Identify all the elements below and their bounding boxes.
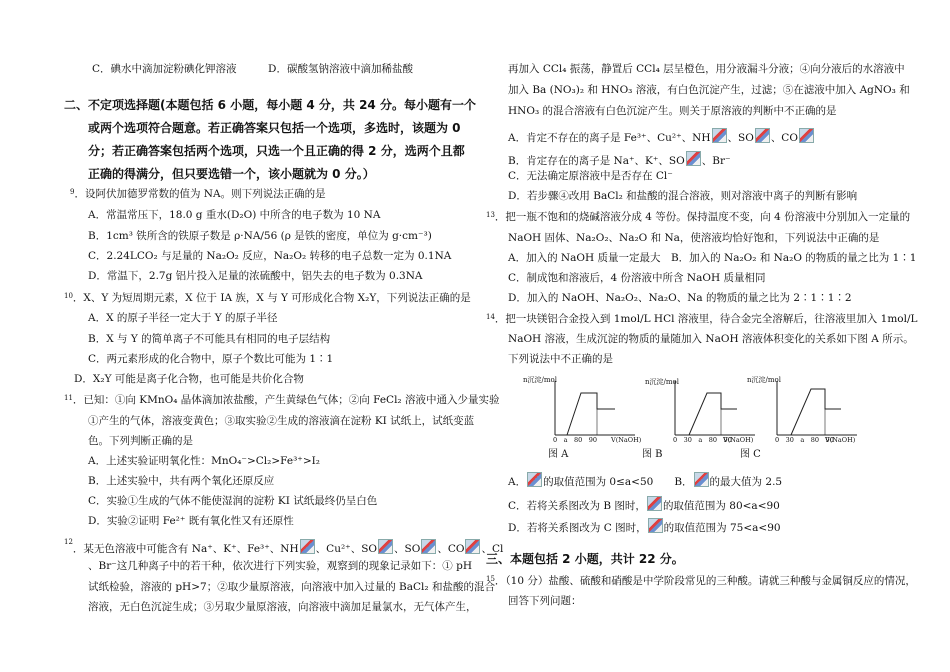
q15-stem-1 (486, 576, 916, 587)
q12-option-c: C．无法确定原溶液中是否存在 Cl⁻ (508, 170, 673, 182)
q14-c-text-1: C．若将关系图改为 B 图时， (508, 500, 646, 512)
q14-stem-3: 下列说法中不正确的是 (508, 353, 613, 365)
q12-b-text-2: 、Br⁻ (701, 155, 731, 167)
q14-option-c (508, 496, 780, 512)
q12-option-d: D．若步骤④改用 BaCl₂ 和盐酸的混合溶液，则对溶液中离子的判断有影响 (508, 190, 858, 202)
variable-image-icon (648, 518, 663, 533)
q10-option-b: B．X 与 Y 的简单离子不可能具有相同的电子层结构 (88, 333, 331, 345)
q14-a-text: 的取值范围为 0≤a<50 B． (543, 476, 693, 488)
section2-line3: 分；若正确答案包括两个选项，只选一个且正确的得 2 分，选两个且都 (88, 144, 465, 158)
q12-number: 12 (64, 538, 73, 546)
ion-image-icon (799, 128, 814, 143)
graph-b-ticks: 0 30 a 80 90 (673, 436, 732, 444)
graph-c (777, 381, 857, 435)
q13-option-d: D．加入的 NaOH、Na₂O₂、Na₂O、Na 的物质的量之比为 2∶1∶1∶2 (508, 292, 852, 304)
q13-stem-2: NaOH 固体、Na₂O₂、Na₂O 和 Na，使溶液均恰好饱和，下列说法中正确的是 (508, 232, 880, 244)
q12-cont-2: 加入 Ba (NO₃)₂ 和 HNO₃ 溶液，有白色沉淀产生，过滤；⑤在滤液中加入 AgNO₃ 和 (508, 84, 910, 96)
q11-stem-3: 色。下列判断正确的是 (88, 435, 193, 447)
graph-b (675, 381, 755, 435)
q12-text-1c: 、SO (394, 543, 421, 555)
q12-a-text-2: 、SO (727, 132, 754, 144)
q14-stem-2: NaOH 溶液，生成沉淀的物质的量随加入 NaOH 溶液体积变化的关系如下图 A 所示。 (508, 333, 914, 345)
q14-a-label: A． (508, 476, 527, 488)
q12-text-1e: 、Cl (481, 543, 504, 555)
graph-a-caption: 图 A (548, 449, 569, 460)
q14-graphs (515, 375, 860, 447)
q9-text: ．设阿伏加德罗常数的值为 NA。则下列说法正确的是 (74, 188, 326, 200)
ion-image-icon (755, 128, 770, 143)
q12-option-a (508, 128, 815, 144)
section2-line4: 正确的得满分，但只要选错一个，该小题就为 0 分。） (88, 167, 375, 181)
graph-c-caption: 图 C (740, 449, 761, 460)
variable-image-icon (694, 472, 709, 487)
section2-line1: 二、不定项选择题(本题包括 6 小题，每小题 4 分，共 24 分。每小题有一个 (64, 98, 476, 112)
q12-a-text-1: A．肯定不存在的离子是 Fe³⁺、Cu²⁺、NH (508, 132, 711, 144)
q11-option-a: A．上述实验证明氧化性：MnO₄⁻>Cl₂>Fe³⁺>I₂ (88, 455, 320, 467)
q11-number: 11 (64, 394, 73, 402)
q12-cont-1: 再加入 CCl₄ 振荡，静置后 CCl₄ 层呈橙色，用分液漏斗分液；④向分液后的水溶液中 (508, 63, 905, 75)
graph-a-ylabel: n沉淀/mol (523, 376, 557, 384)
graph-a-ticks: 0 a 80 90 (553, 436, 598, 444)
q14-d-text-1: D．若将关系图改为 C 图时， (508, 522, 647, 534)
q9-option-d: D．常温下，2.7g 铝片投入足量的浓硫酸中，铝失去的电子数为 0.3NA (88, 270, 423, 282)
graph-a-xlabel: V(NaOH) (611, 436, 642, 444)
q15-stem-2: 回答下列问题： (508, 595, 582, 607)
q14-c-text-2: 的取值范围为 80<a<90 (662, 500, 780, 512)
section3-title: 三、本题包括 2 小题，共计 22 分。 (486, 552, 684, 566)
q9-number: 9 (70, 188, 75, 196)
graph-b-xlabel: V(NaOH) (723, 436, 754, 444)
q12-a-text-3: 、CO (770, 132, 798, 144)
q13-text-1: ．把一瓶不饱和的烧碱溶液分成 4 等份。保持温度不变，向 4 份溶液中分别加入一定量的 (494, 211, 911, 223)
q10-stem (64, 293, 471, 304)
q10-option-a: A．X 的原子半径一定大于 Y 的原子半径 (88, 312, 278, 324)
q9-option-a: A．常温常压下，18.0 g 重水(D₂O) 中所含的电子数为 10 NA (88, 209, 381, 221)
q14-d-text-2: 的取值范围为 75<a<90 (663, 522, 781, 534)
q12-stem-2: 、Br⁻这几种离子中的若干种，依次进行下列实验，观察到的现象记录如下：① pH (88, 560, 472, 572)
ion-image-icon (686, 151, 701, 166)
q11-stem-2: ①产生的气体，溶液变黄色；③取实验②生成的溶液滴在淀粉 KI 试纸上，试纸变蓝 (88, 415, 475, 427)
q11-option-d: D．实验②证明 Fe²⁺ 既有氧化性又有还原性 (88, 515, 294, 527)
q11-option-b: B．上述实验中，共有两个氧化还原反应 (88, 475, 275, 487)
q14-number: 14 (486, 313, 495, 321)
graph-a (555, 381, 635, 435)
q13-stem-1 (486, 212, 910, 223)
q12-stem-1 (64, 539, 503, 555)
q9-stem (70, 189, 326, 200)
q9-option-b: B．1cm³ 铁所含的铁原子数是 ρ·NA/56 (ρ 是铁的密度，单位为 g·cm⁻³) (88, 230, 432, 242)
ion-image-icon (421, 539, 436, 554)
ion-image-icon (465, 539, 480, 554)
q15-text-1: ．（10 分）盐酸、硫酸和硝酸是中学阶段常见的三种酸。请就三种酸与金属铜反应的情况， (494, 575, 916, 587)
q12-text-1d: 、CO (437, 543, 465, 555)
q14-stem-1 (486, 314, 917, 325)
variable-image-icon (647, 496, 662, 511)
q12-stem-4: 溶液，无白色沉淀生成；③另取少量原溶液，向溶液中滴加足量氯水，无气体产生， (88, 601, 477, 613)
ion-image-icon (712, 128, 727, 143)
q14-text-1: ．把一块镁铝合金投入到 1mol/L HCl 溶液里，待合金完全溶解后，往溶液里加入 1mol/L (494, 313, 918, 325)
ion-image-icon (378, 539, 393, 554)
q14-b-text: 的最大值为 2.5 (709, 476, 783, 488)
q9-option-c: C．2.24LCO₂ 与足量的 Na₂O₂ 反应，Na₂O₂ 转移的电子总数一定为 0.1NA (88, 250, 452, 262)
q12-stem-3: 试纸检验，溶液的 pH>7；②取少量原溶液，向溶液中加入过量的 BaCl₂ 和盐酸的混合 (88, 581, 495, 593)
q11-text-1: ．已知：①向 KMnO₄ 晶体滴加浓盐酸，产生黄绿色气体；②向 FeCl₂ 溶液中通入少量实验 (72, 394, 500, 406)
ion-image-icon (300, 539, 315, 554)
q10-option-c: C．两元素形成的化合物中，原子个数比可能为 1∶1 (88, 353, 334, 365)
q15-number: 15 (486, 575, 495, 583)
variable-image-icon (527, 472, 542, 487)
graph-b-caption: 图 B (642, 449, 663, 460)
q12-option-b (508, 151, 731, 167)
q10-number: 10 (64, 292, 73, 300)
q10-text: ．X、Y 为短周期元素，X 位于 IA 族，X 与 Y 可形成化合物 X₂Y，下列说法正确的是 (72, 292, 471, 304)
q13-option-ab: A．加入的 NaOH 质量一定最大 B．加入的 Na₂O₂ 和 Na₂O 的物质的量之比为 1∶1 (508, 252, 917, 264)
q12-text-1b: 、Cu²⁺、SO (315, 543, 378, 555)
graph-c-xlabel: V(NaOH) (825, 436, 856, 444)
graph-b-ylabel: n沉淀/mol (645, 378, 679, 386)
q14-option-ab (508, 472, 782, 488)
q13-option-c: C．制成饱和溶液后，4 份溶液中所含 NaOH 质量相同 (508, 272, 766, 284)
q12-text-1a: ．某无色溶液中可能含有 Na⁺、K⁺、Fe³⁺、NH (72, 543, 299, 555)
graph-c-ylabel: n沉淀/mol (747, 376, 781, 384)
q10-option-d: D．X₂Y 可能是离子化合物，也可能是共价化合物 (74, 373, 304, 385)
q14-option-d (508, 518, 781, 534)
section2-line2: 或两个选项符合题意。若正确答案只包括一个选项，多选时，该题为 0 (88, 121, 461, 135)
q11-option-c: C．实验①生成的气体不能使湿润的淀粉 KI 试纸最终仍呈白色 (88, 495, 378, 507)
q12-cont-3: HNO₃ 的混合溶液有白色沉淀产生。则关于原溶液的判断中不正确的是 (508, 105, 837, 117)
q13-number: 13 (486, 211, 495, 219)
q11-stem-1 (64, 395, 499, 406)
q8-options: C．碘水中滴加淀粉碘化钾溶液 D．碳酸氢钠溶液中滴加稀盐酸 (92, 63, 413, 75)
graph-c-ticks: 0 30 a 80 90 (775, 436, 834, 444)
q12-b-text-1: B．肯定存在的离子是 Na⁺、K⁺、SO (508, 155, 685, 167)
